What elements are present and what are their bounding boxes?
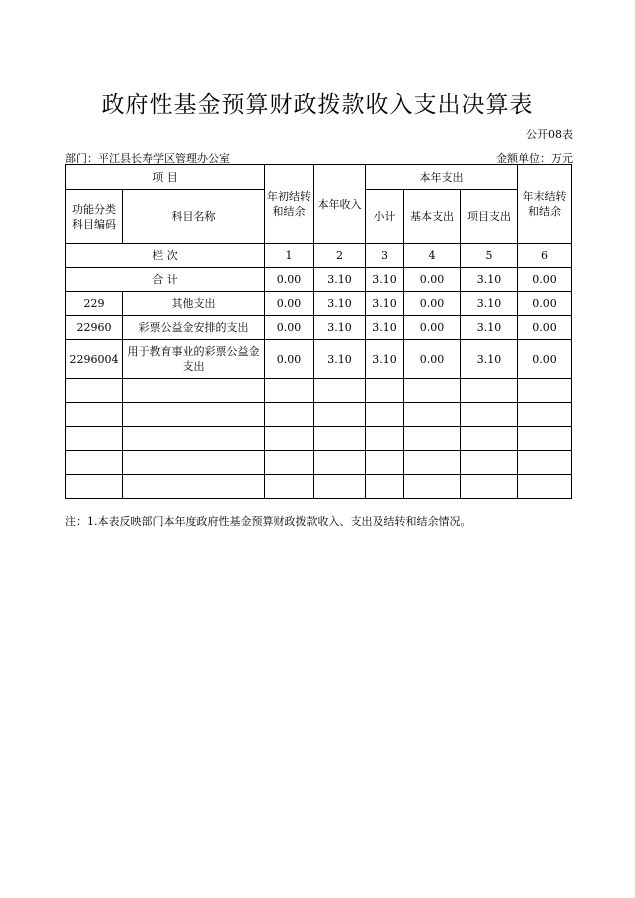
header-subject-name: 科目名称 [123,190,265,244]
empty-row [66,451,572,475]
value-cell: 3.10 [314,292,366,316]
header-opening-balance: 年初结转和结余 [265,165,314,244]
value-cell: 0.00 [265,292,314,316]
column-index-cell: 5 [461,244,518,268]
header-closing-balance: 年末结转和结余 [518,165,572,244]
empty-row [66,475,572,499]
header-item: 项 目 [66,165,265,190]
empty-row [66,403,572,427]
total-value: 0.00 [518,268,572,292]
column-index-label: 栏 次 [66,244,265,268]
value-cell: 0.00 [518,292,572,316]
department-label: 部门：平江县长寿学区管理办公室 [65,152,230,165]
subject-name-cell: 其他支出 [123,292,265,316]
value-cell: 3.10 [366,316,404,340]
total-value: 3.10 [314,268,366,292]
func-code-cell: 22960 [66,316,123,340]
form-code: 公开08表 [526,128,573,141]
total-value: 0.00 [265,268,314,292]
column-index-cell: 2 [314,244,366,268]
column-index-cell: 1 [265,244,314,268]
total-value: 3.10 [366,268,404,292]
header-basic-expenditure: 基本支出 [404,190,461,244]
empty-row [66,427,572,451]
value-cell: 3.10 [314,340,366,379]
column-index-row [66,244,572,268]
value-cell: 3.10 [366,292,404,316]
table-row [66,292,572,316]
table-note: 注：1.本表反映部门本年度政府性基金预算财政拨款收入、支出及结转和结余情况。 [65,515,472,528]
amount-unit-label: 金额单位：万元 [496,152,573,165]
value-cell: 0.00 [518,316,572,340]
column-index-cell: 3 [366,244,404,268]
value-cell: 0.00 [265,340,314,379]
func-code-cell: 229 [66,292,123,316]
subject-name-cell: 彩票公益金安排的支出 [123,316,265,340]
value-cell: 3.10 [461,316,518,340]
table-row [66,340,572,379]
value-cell: 0.00 [265,316,314,340]
column-index-cell: 6 [518,244,572,268]
value-cell: 0.00 [404,340,461,379]
total-label: 合 计 [66,268,265,292]
header-project-expenditure: 项目支出 [461,190,518,244]
empty-row [66,379,572,403]
header-current-expenditure: 本年支出 [366,165,518,190]
header-subtotal: 小计 [366,190,404,244]
value-cell: 0.00 [404,316,461,340]
value-cell: 3.10 [366,340,404,379]
total-row [66,268,572,292]
value-cell: 3.10 [461,292,518,316]
subject-name-cell: 用于教育事业的彩票公益金支出 [123,340,265,379]
page-title: 政府性基金预算财政拨款收入支出决算表 [101,92,534,118]
total-value: 3.10 [461,268,518,292]
value-cell: 3.10 [461,340,518,379]
func-code-cell: 2296004 [66,340,123,379]
total-value: 0.00 [404,268,461,292]
value-cell: 3.10 [314,316,366,340]
final-accounts-table [65,164,572,499]
value-cell: 0.00 [518,340,572,379]
header-func-code: 功能分类科目编码 [66,190,123,244]
value-cell: 0.00 [404,292,461,316]
header-row-1 [66,165,572,190]
column-index-cell: 4 [404,244,461,268]
header-current-income: 本年收入 [314,165,366,244]
table-row [66,316,572,340]
